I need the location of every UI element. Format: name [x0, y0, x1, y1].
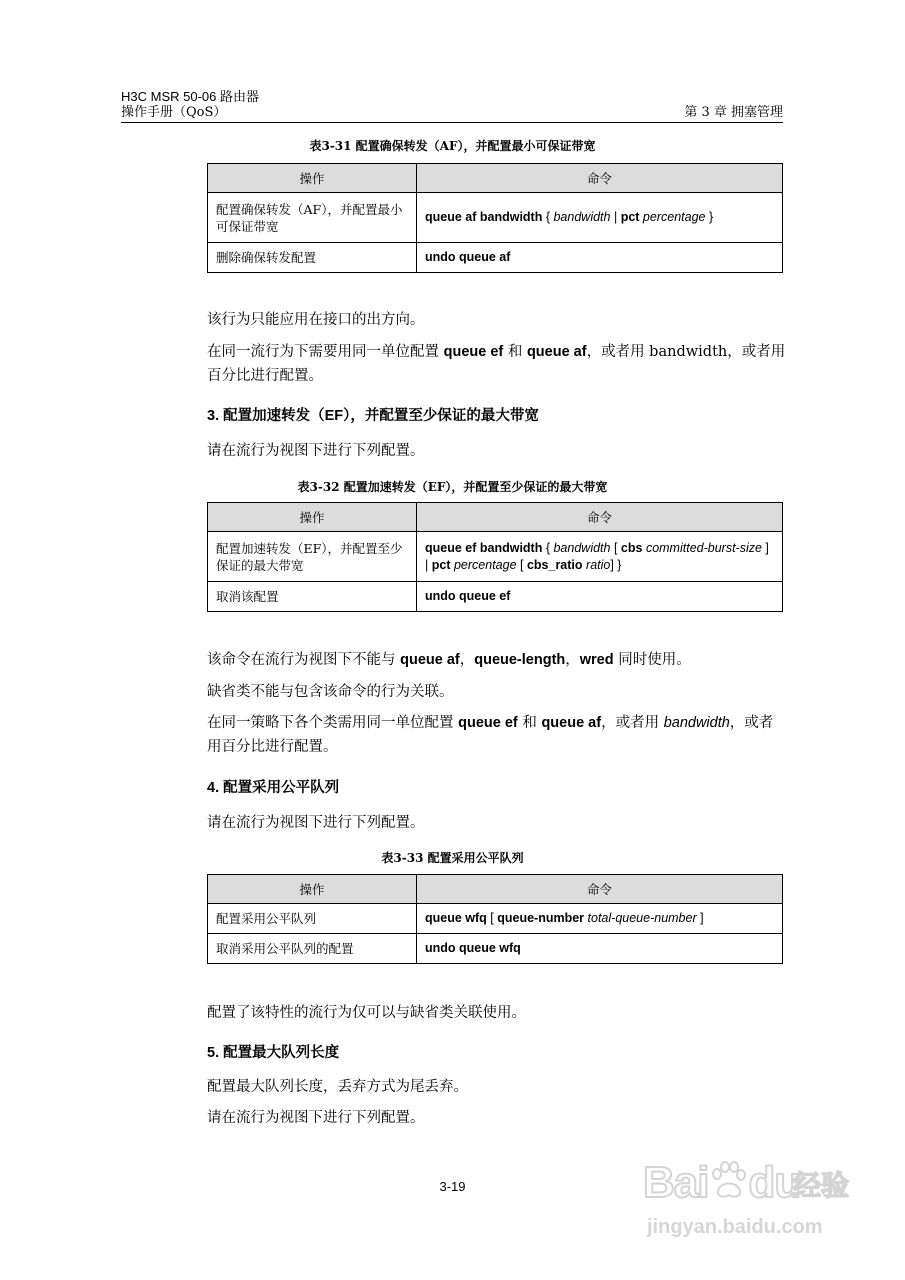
table31-header-command: 命令: [417, 164, 783, 193]
command-token: undo queue wfq: [425, 941, 521, 955]
command-token: pct: [431, 557, 451, 572]
table-row: [208, 582, 783, 612]
paragraph-5: 缺省类不能与包含该命令的行为关联。: [207, 684, 454, 700]
table33-row1-operation: 配置采用公平队列: [208, 904, 417, 934]
table32: [207, 502, 783, 612]
command-token: undo queue ef: [425, 589, 511, 603]
table32-row2-command: [417, 582, 783, 612]
table32-row2-operation: 取消该配置: [208, 582, 417, 612]
table31: [207, 163, 783, 273]
command-token: cbs: [620, 540, 643, 555]
command-token: pct: [620, 210, 640, 224]
command-token: percentage: [642, 210, 706, 224]
paragraph-6: 在同一策略下各个类需用同一单位配置 queue ef 和 queue af，或者用 bandwidth，或者用百分比进行配置。: [207, 715, 774, 755]
table32-row1-operation: 配置加速转发（EF），并配置至少保证的最大带宽: [208, 532, 417, 582]
command-token: [: [486, 911, 498, 925]
table33-row2-command: [417, 934, 783, 964]
table31-row1-operation: 配置确保转发（AF），并配置最小可保证带宽: [208, 193, 417, 243]
table-row: [208, 193, 783, 243]
table31-row2-command: [417, 243, 783, 273]
table33-header-operation: 操作: [208, 875, 417, 904]
command-token: total-queue-number: [587, 911, 697, 925]
command-token: undo queue af: [425, 250, 511, 264]
command-token: ratio: [586, 557, 611, 572]
command-token: {: [542, 210, 554, 224]
watermark-suffix: 经验: [793, 1169, 850, 1202]
paragraph-10: 请在流行为视图下进行下列配置。: [207, 1110, 425, 1126]
heading-4: 4. 配置采用公平队列: [207, 780, 340, 796]
command-token: ] }: [610, 557, 622, 572]
watermark-brand: Bai du: [643, 1158, 801, 1207]
command-token: bandwidth: [553, 210, 611, 224]
command-token: percentage: [453, 557, 517, 572]
paragraph-4: 该命令在流行为视图下不能与 queue af，queue-length，wred 同时使用。: [207, 652, 691, 668]
watermark-url: jingyan.baidu.com: [647, 1216, 823, 1238]
command-token: [: [516, 557, 527, 572]
table33-row2-operation: 取消采用公平队列的配置: [208, 934, 417, 964]
command-token: cbs_ratio: [526, 557, 583, 572]
table33: [207, 874, 783, 964]
paw-icon: [708, 1161, 748, 1201]
command-token: {: [542, 540, 554, 555]
paragraph-2: 在同一流行为下需要用同一单位配置 queue ef 和 queue af，或者用 bandwidth，或者用百分比进行配置。: [207, 344, 786, 384]
command-token: queue ef bandwidth: [425, 540, 543, 555]
command-token: queue wfq: [425, 911, 487, 925]
page-number: 3-19: [439, 1179, 466, 1194]
paragraph-1: 该行为只能应用在接口的出方向。: [207, 312, 425, 328]
command-token: bandwidth: [553, 540, 611, 555]
paragraph-7: 请在流行为视图下进行下列配置。: [207, 815, 425, 831]
command-token: queue-number: [497, 911, 585, 925]
command-token: committed-burst-size: [645, 540, 762, 555]
heading-3: 3. 配置加速转发（EF），并配置至少保证的最大带宽: [207, 408, 539, 424]
table-row: [208, 532, 783, 582]
header-product: H3C MSR 50-06 路由器: [121, 89, 259, 104]
command-token: }: [705, 210, 714, 224]
command-token: [: [610, 540, 621, 555]
table33-header-command: 命令: [417, 875, 783, 904]
table32-row1-command: [417, 532, 783, 582]
table-row: [208, 904, 783, 934]
table33-caption: 表3-33 配置采用公平队列: [381, 851, 524, 865]
table32-header-command: 命令: [417, 503, 783, 532]
table32-header-operation: 操作: [208, 503, 417, 532]
table-row: [208, 934, 783, 964]
paragraph-9: 配置最大队列长度，丢弃方式为尾丢弃。: [207, 1079, 468, 1095]
command-token: ] |: [425, 540, 769, 572]
baidu-jingyan-watermark: [643, 1140, 853, 1270]
table31-caption: 表3-31 配置确保转发（AF），并配置最小可保证带宽: [309, 139, 596, 153]
table31-row1-command: [417, 193, 783, 243]
table32-caption: 表3-32 配置加速转发（EF），并配置至少保证的最大带宽: [297, 480, 608, 494]
heading-5: 5. 配置最大队列长度: [207, 1045, 340, 1061]
table31-header-operation: 操作: [208, 164, 417, 193]
header-rule: [121, 122, 783, 123]
command-token: queue af bandwidth: [425, 210, 543, 224]
header-manual: 操作手册（QoS）: [121, 105, 227, 120]
paragraph-3: 请在流行为视图下进行下列配置。: [207, 443, 425, 459]
paragraph-8: 配置了该特性的流行为仅可以与缺省类关联使用。: [207, 1005, 526, 1021]
table-row: [208, 243, 783, 273]
table31-row2-operation: 删除确保转发配置: [208, 243, 417, 273]
command-token: |: [610, 210, 621, 224]
header-chapter: 第 3 章 拥塞管理: [684, 105, 783, 120]
command-token: ]: [696, 911, 704, 925]
table33-row1-command: [417, 904, 783, 934]
